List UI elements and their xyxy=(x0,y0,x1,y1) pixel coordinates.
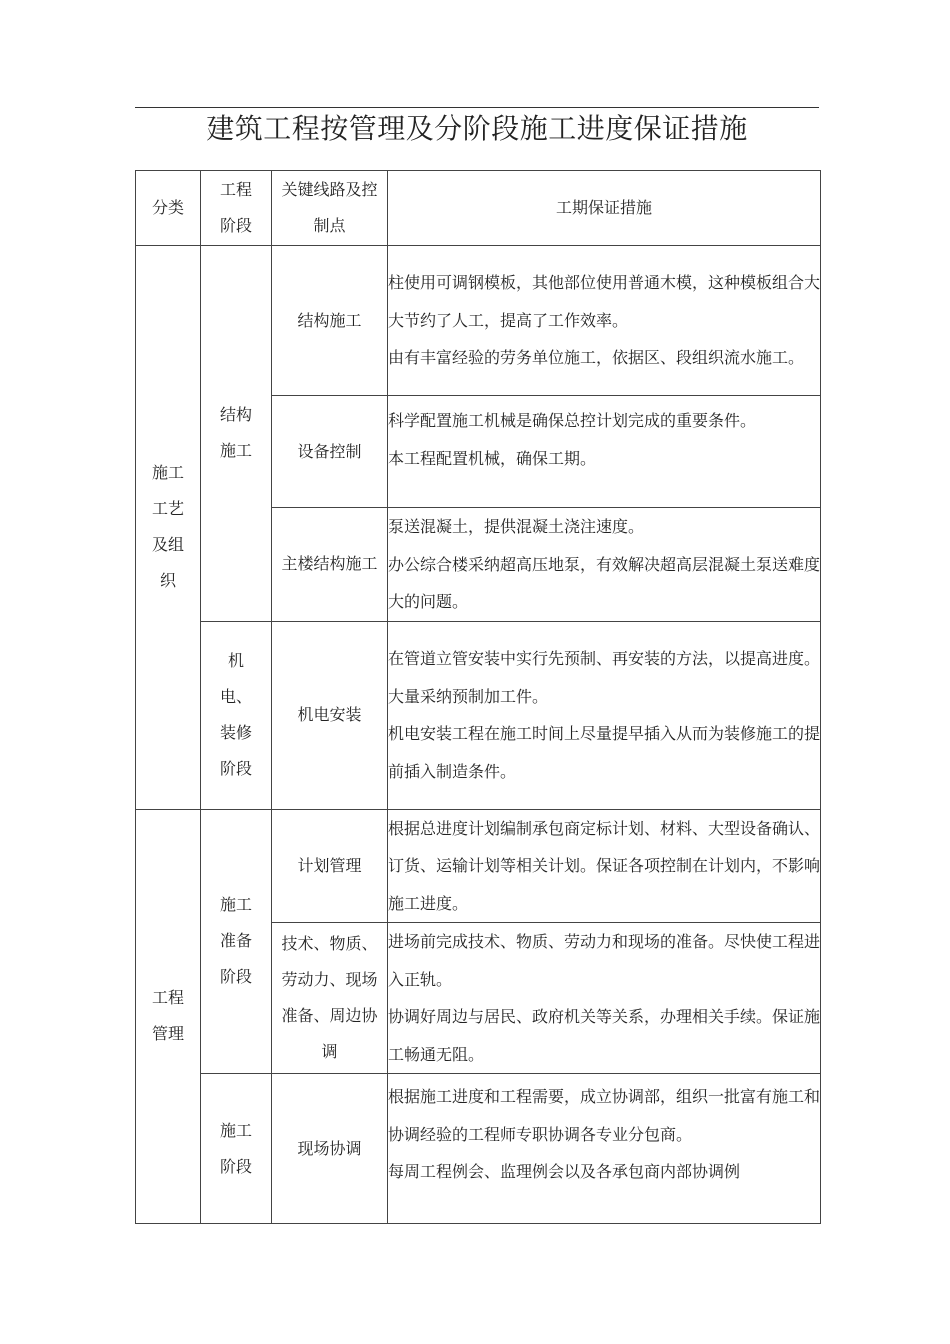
measures-cell xyxy=(388,246,821,396)
measure-paragraph: 进场前完成技术、物质、劳动力和现场的准备。尽快使工程进入正轨。 xyxy=(388,932,821,989)
measure-paragraph: 机电安装工程在施工时间上尽量提早插入从而为装修施工的提前插入制造条件。 xyxy=(388,724,821,781)
measure-paragraph: 办公综合楼采纳超高压地泵，有效解决超高层混凝土泵送难度大的问题。 xyxy=(388,554,821,611)
document-title: 建筑工程按管理及分阶段施工进度保证措施 xyxy=(206,112,748,145)
table-row xyxy=(136,809,821,923)
key-point-cell: 结构施工 xyxy=(272,246,388,396)
measure-paragraph: 根据施工进度和工程需要，成立协调部，组织一批富有施工和协调经验的工程师专职协调各专业分包商。 xyxy=(388,1087,821,1144)
table-row xyxy=(136,621,821,809)
stage-cell: 结构施工 xyxy=(201,246,272,622)
measure-paragraph: 每周工程例会、监理例会以及各承包商内部协调例 xyxy=(388,1162,741,1181)
measures-cell xyxy=(388,621,821,809)
measure-paragraph: 本工程配置机械，确保工期。 xyxy=(388,448,597,468)
key-point-cell: 技术、物质、劳动力、现场准备、周边协调 xyxy=(272,923,388,1074)
measure-paragraph: 根据总进度计划编制承包商定标计划、材料、大型设备确认、订货、运输计划等相关计划。保证各项控制在计划内，不影响施工进度。 xyxy=(388,818,821,913)
key-point-cell: 设备控制 xyxy=(272,396,388,508)
category-cell: 工程管理 xyxy=(136,809,201,1224)
measure-paragraph: 泵送混凝土，提供混凝土浇注速度。 xyxy=(388,517,645,536)
table-row xyxy=(136,1074,821,1224)
key-point-cell: 现场协调 xyxy=(272,1074,388,1224)
measure-paragraph: 在管道立管安装中实行先预制、再安装的方法，以提高进度。 xyxy=(388,649,821,668)
key-point-cell: 主楼结构施工 xyxy=(272,508,388,622)
measure-paragraph: 由有丰富经验的劳务单位施工，依据区、段组织流水施工。 xyxy=(388,348,805,368)
header-measures: 工期保证措施 xyxy=(388,171,821,246)
schedule-measures-table xyxy=(135,170,821,1224)
measure-paragraph: 大量采纳预制加工件。 xyxy=(388,686,549,706)
header-category: 分类 xyxy=(136,171,201,246)
measures-cell xyxy=(388,396,821,508)
table-header-row xyxy=(136,171,821,246)
header-key-points: 关键线路及控制点 xyxy=(272,171,388,246)
stage-cell: 施工阶段 xyxy=(201,1074,272,1224)
measures-cell xyxy=(388,809,821,923)
measures-cell xyxy=(388,923,821,1074)
measures-cell xyxy=(388,1074,821,1224)
stage-cell: 机电、装修阶段 xyxy=(201,621,272,809)
header-stage: 工程阶段 xyxy=(201,171,272,246)
key-point-cell: 机电安装 xyxy=(272,621,388,809)
key-point-cell: 计划管理 xyxy=(272,809,388,923)
category-cell: 施工工艺及组织 xyxy=(136,246,201,810)
measure-paragraph: 柱使用可调钢模板，其他部位使用普通木模，这种模板组合大大节约了人工，提高了工作效率。 xyxy=(388,273,821,330)
measure-paragraph: 协调好周边与居民、政府机关等关系，办理相关手续。保证施工畅通无阻。 xyxy=(388,1007,821,1064)
measures-cell xyxy=(388,508,821,622)
stage-cell: 施工准备阶段 xyxy=(201,809,272,1074)
table-row xyxy=(136,246,821,396)
measure-paragraph: 科学配置施工机械是确保总控计划完成的重要条件。 xyxy=(388,411,757,430)
